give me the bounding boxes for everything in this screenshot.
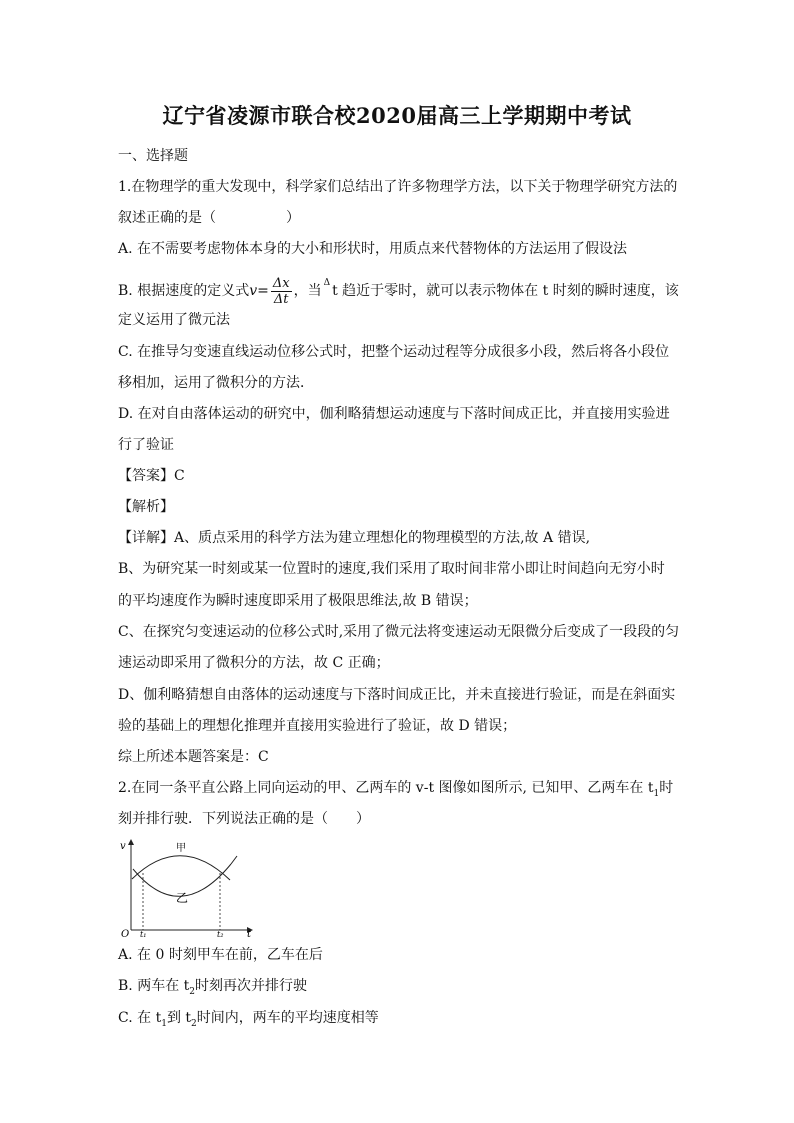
q1-detail-1: 【详解】A、质点采用的科学方法为建立理想化的物理模型的方法,故 A 错误, — [118, 530, 591, 546]
q2-stem-part2: 时 — [659, 780, 674, 796]
jia-label: 甲 — [176, 843, 186, 854]
formula-fraction — [271, 276, 292, 307]
option-b-prefix: B. 根据速度的定义式 — [118, 283, 250, 299]
q1-detail-2: B、为研究某一时刻或某一位置时的速度,我们采用了取时间非常小即让时间趋向无穷小时 — [118, 561, 665, 577]
q2-option-c — [118, 1009, 379, 1033]
q2-option-b-part1: B. 两车在 t — [118, 978, 190, 994]
q2-stem-line1 — [118, 779, 673, 803]
q1-summary: 综上所述本题答案是：C — [118, 749, 269, 765]
q1-option-c-line2: 移相加，运用了微积分的方法． — [118, 375, 314, 391]
q2-option-b-sub: 2 — [189, 986, 195, 997]
option-b-when: ，当 — [293, 283, 322, 299]
q1-option-d-line2: 行了验证 — [118, 437, 174, 453]
section-heading: 一、选择题 — [118, 148, 188, 164]
v-axis-label: v — [120, 841, 126, 852]
q2-stem-part1: 2.在同一条平直公路上同向运动的甲、乙两车的 v-t 图像如图所示, 已知甲、乙两车在 t — [118, 780, 654, 796]
q1-detail-3: 的平均速度作为瞬时速度即采用了极限思维法,故 B 错误； — [118, 593, 478, 609]
q1-detail-7: 验的基础上的理想化推理并直接用实验进行了验证，故 D 错误； — [118, 718, 517, 734]
q2-option-c-sub1: 1 — [161, 1018, 167, 1029]
q1-analysis-label: 【解析】 — [118, 499, 174, 515]
yi-label: 乙 — [176, 891, 189, 905]
fraction-denominator: Δt — [273, 291, 289, 307]
formula-v: v — [249, 283, 258, 299]
delta-symbol: Δ — [323, 278, 331, 288]
q2-option-c-part1: C. 在 t — [118, 1010, 162, 1026]
vt-graph — [118, 838, 258, 938]
q2-option-b-part2: 时刻再次并排行驶 — [195, 978, 307, 994]
q2-option-c-sub2: 2 — [191, 1018, 197, 1029]
q1-stem-line1: 1.在物理学的重大发现中，科学家们总结出了许多物理学方法，以下关于物理学研究方法的 — [118, 179, 678, 195]
q1-option-c-line1: C. 在推导匀变速直线运动位移公式时，把整个运动过程等分成很多小段，然后将各小段位 — [118, 344, 670, 360]
t1-label: t₁ — [140, 930, 147, 938]
q1-detail-4: C、在探究匀变速运动的位移公式时,采用了微元法将变速运动无限微分后变成了一段段的匀 — [118, 624, 680, 640]
t-axis-label: t — [247, 929, 252, 938]
q2-option-c-mid: 到 t — [166, 1010, 192, 1026]
q1-option-b-line1 — [118, 274, 679, 307]
q1-option-b-line2: 定义运用了微元法 — [118, 312, 230, 328]
q2-option-a: A. 在 0 时刻甲车在前，乙车在后 — [118, 947, 323, 963]
q1-detail-6: D、伽利略猜想自由落体的运动速度与下落时间成正比，并未直接进行验证，而是在斜面实 — [118, 687, 676, 703]
curve-jia — [132, 856, 230, 880]
q2-option-c-part2: 时间内，两车的平均速度相等 — [196, 1010, 379, 1026]
option-b-rest: t 趋近于零时，就可以表示物体在 t 时刻的瞬时速度，该 — [332, 283, 679, 299]
q1-option-a: A. 在不需要考虑物体本身的大小和形状时，用质点来代替物体的方法运用了假设法 — [118, 241, 628, 257]
curve-yi-tail — [231, 856, 237, 864]
formula-eq: = — [257, 283, 269, 299]
q1-stem-line2: 叙述正确的是（ ） — [118, 210, 300, 226]
q1-option-d-line1: D. 在对自由落体运动的研究中，伽利略猜想运动速度与下落时间成正比，并直接用实验进 — [118, 406, 670, 422]
q1-detail-5: 速运动即采用了微积分的方法，故 C 正确； — [118, 655, 390, 671]
q2-stem-line2: 刻并排行驶．下列说法正确的是（ ） — [118, 811, 370, 827]
q1-answer: 【答案】C — [118, 468, 185, 484]
q2-option-b — [118, 977, 307, 1001]
origin-label: O — [121, 929, 130, 938]
page-title: 辽宁省凌源市联合校2020届高三上学期期中考试 — [162, 103, 632, 128]
fraction-numerator: Δx — [272, 275, 290, 291]
q2-stem-sub: 1 — [653, 788, 660, 799]
t2-label: t₂ — [217, 930, 224, 938]
